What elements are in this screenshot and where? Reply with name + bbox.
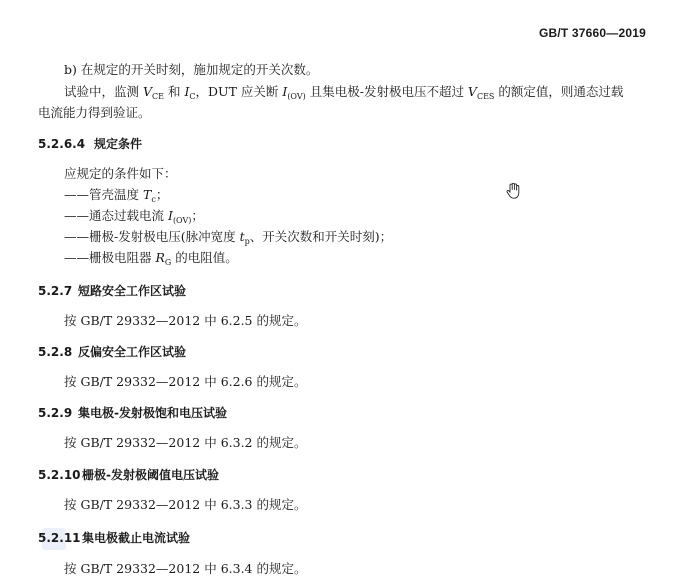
section-number: 5.2.7 [38, 284, 73, 298]
symbol-i: I [184, 84, 190, 99]
subscript: (OV) [172, 216, 192, 225]
section-title: 短路安全工作区试验 [78, 284, 187, 298]
item-text: 的电阻值。 [171, 250, 238, 265]
hand-cursor-icon [505, 182, 521, 200]
section-title: 反偏安全工作区试验 [78, 345, 187, 359]
text-segment: 的额定值，则通态过载 [494, 84, 624, 99]
item-text: ； [191, 208, 204, 223]
text-segment: 和 [163, 84, 185, 99]
section-title: 集电极-发射极饱和电压试验 [78, 406, 227, 420]
condition-item [64, 187, 168, 205]
symbol-r: R [155, 250, 165, 265]
condition-item [64, 229, 392, 247]
standard-code: GB/T 37660—2019 [538, 26, 646, 40]
subscript-ov: (OV) [287, 92, 306, 101]
item-text: 、开关次数和开关时刻)； [249, 229, 393, 244]
section-body: 按 GB/T 29332—2012 中 6.2.6 的规定。 [64, 374, 307, 389]
section-number: 5.2.10 [38, 468, 81, 482]
subscript: c [151, 195, 156, 204]
section-body: 按 GB/T 29332—2012 中 6.3.3 的规定。 [64, 497, 307, 512]
test-paragraph-line1 [64, 84, 623, 102]
section-title: 规定条件 [94, 137, 143, 151]
section-number: 5.2.6.4 [38, 137, 86, 151]
symbol-v: V [142, 84, 153, 99]
test-paragraph-line2: 电流能力得到验证。 [38, 105, 151, 120]
symbol-vces: V [467, 84, 477, 99]
subscript: G [164, 258, 172, 267]
section-body: 按 GB/T 29332—2012 中 6.3.2 的规定。 [64, 435, 307, 450]
item-text: ； [155, 187, 169, 202]
section-number: 5.2.11 [38, 531, 81, 545]
section-heading-5211 [38, 530, 190, 546]
condition-item [64, 250, 238, 268]
text-segment: 且集电极-发射极电压不超过 [305, 84, 468, 99]
subscript: p [244, 237, 250, 246]
item-text: ——通态过载电流 [64, 208, 168, 223]
section-title: 集电极截止电流试验 [82, 531, 191, 545]
section-number: 5.2.8 [38, 345, 73, 359]
symbol-t: t [239, 229, 245, 244]
section-heading-529 [38, 405, 227, 421]
section-heading-5210 [38, 467, 219, 483]
section-heading-5264 [38, 136, 142, 152]
subscript-ces: CES [476, 92, 495, 101]
conditions-intro: 应规定的条件如下： [64, 166, 177, 181]
item-text: ——栅极电阻器 [64, 250, 156, 265]
section-heading-528 [38, 344, 186, 360]
list-item-b: b) 在规定的开关时刻，施加规定的开关次数。 [64, 62, 319, 77]
item-text: ——栅极-发射极电压(脉冲宽度 [64, 229, 240, 244]
section-body: 按 GB/T 29332—2012 中 6.3.4 的规定。 [64, 561, 307, 576]
text-segment: 试验中，监测 [64, 84, 143, 99]
text-segment: ，DUT 应关断 [195, 84, 283, 99]
subscript-c: C [189, 92, 196, 101]
symbol-i: I [167, 208, 173, 223]
section-title: 栅极-发射极阈值电压试验 [82, 468, 219, 482]
condition-item [64, 208, 204, 226]
item-text: ——管壳温度 [64, 187, 143, 202]
symbol-t: T [142, 187, 152, 202]
section-heading-527 [38, 283, 186, 299]
section-number: 5.2.9 [38, 406, 73, 420]
section-body: 按 GB/T 29332—2012 中 6.2.5 的规定。 [64, 313, 307, 328]
symbol-iov: I [282, 84, 288, 99]
subscript-ce: CE [152, 92, 164, 101]
